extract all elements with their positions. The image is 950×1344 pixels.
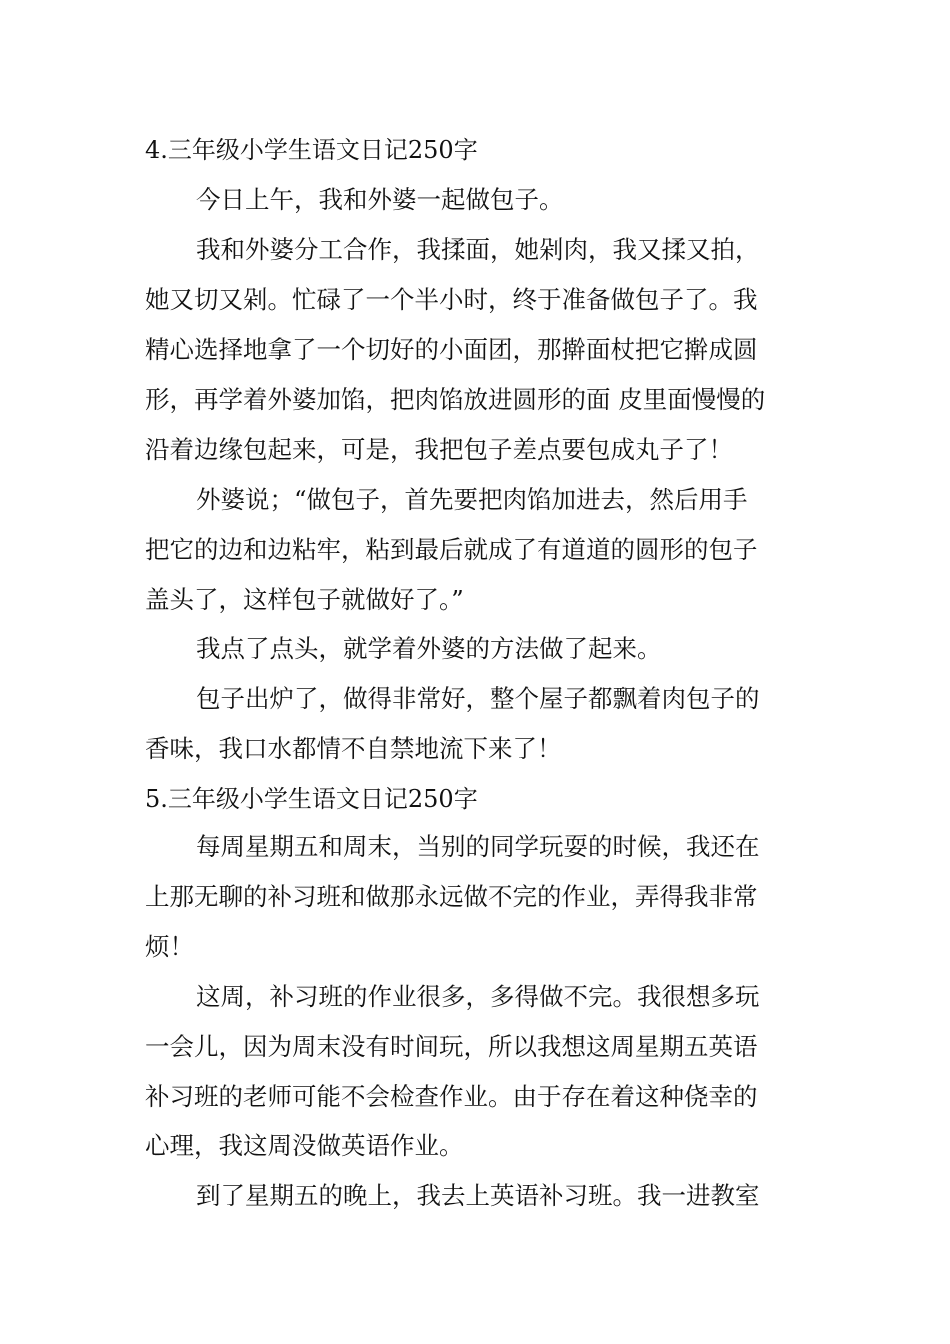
- paragraph-line: 我和外婆分工合作，我揉面，她剁肉，我又揉又拍，: [196, 235, 760, 264]
- paragraph-line: 精心选择地拿了一个切好的小面团，那擀面杖把它擀成圆: [145, 335, 758, 364]
- paragraph-line: 上那无聊的补习班和做那永远做不完的作业，弄得我非常: [145, 882, 758, 911]
- paragraph-line: 一会儿，因为周末没有时间玩，所以我想这周星期五英语: [145, 1032, 758, 1061]
- paragraph-line: 补习班的老师可能不会检查作业。由于存在着这种侥幸的: [145, 1082, 758, 1111]
- section-heading-5: 5.三年级小学生语文日记250字: [145, 785, 478, 813]
- paragraph-line: 到了星期五的晚上，我去上英语补习班。我一进教室: [196, 1181, 760, 1210]
- paragraph-line: 形，再学着外婆加馅，把肉馅放进圆形的面 皮里面慢慢的: [145, 385, 766, 414]
- paragraph-line: 今日上午，我和外婆一起做包子。: [196, 185, 564, 214]
- paragraph-line: 盖头了，这样包子就做好了。”: [145, 585, 464, 614]
- paragraph-line: 烦！: [145, 932, 194, 961]
- paragraph-line: 外婆说；“做包子，首先要把肉馅加进去，然后用手: [196, 485, 748, 514]
- paragraph-line: 沿着边缘包起来，可是，我把包子差点要包成丸子了！: [145, 435, 733, 464]
- paragraph-line: 这周，补习班的作业很多，多得做不完。我很想多玩: [196, 982, 760, 1011]
- paragraph-line: 我点了点头，就学着外婆的方法做了起来。: [196, 634, 662, 663]
- paragraph-line: 每周星期五和周末，当别的同学玩耍的时候，我还在: [196, 832, 760, 861]
- section-heading-4: 4.三年级小学生语文日记250字: [145, 136, 478, 164]
- paragraph-line: 包子出炉了，做得非常好，整个屋子都飘着肉包子的: [196, 684, 760, 713]
- paragraph-line: 香味，我口水都情不自禁地流下来了！: [145, 734, 562, 763]
- paragraph-line: 心理，我这周没做英语作业。: [145, 1131, 464, 1160]
- paragraph-line: 她又切又剁。忙碌了一个半小时，终于准备做包子了。我: [145, 285, 758, 314]
- paragraph-line: 把它的边和边粘牢，粘到最后就成了有道道的圆形的包子: [145, 535, 758, 564]
